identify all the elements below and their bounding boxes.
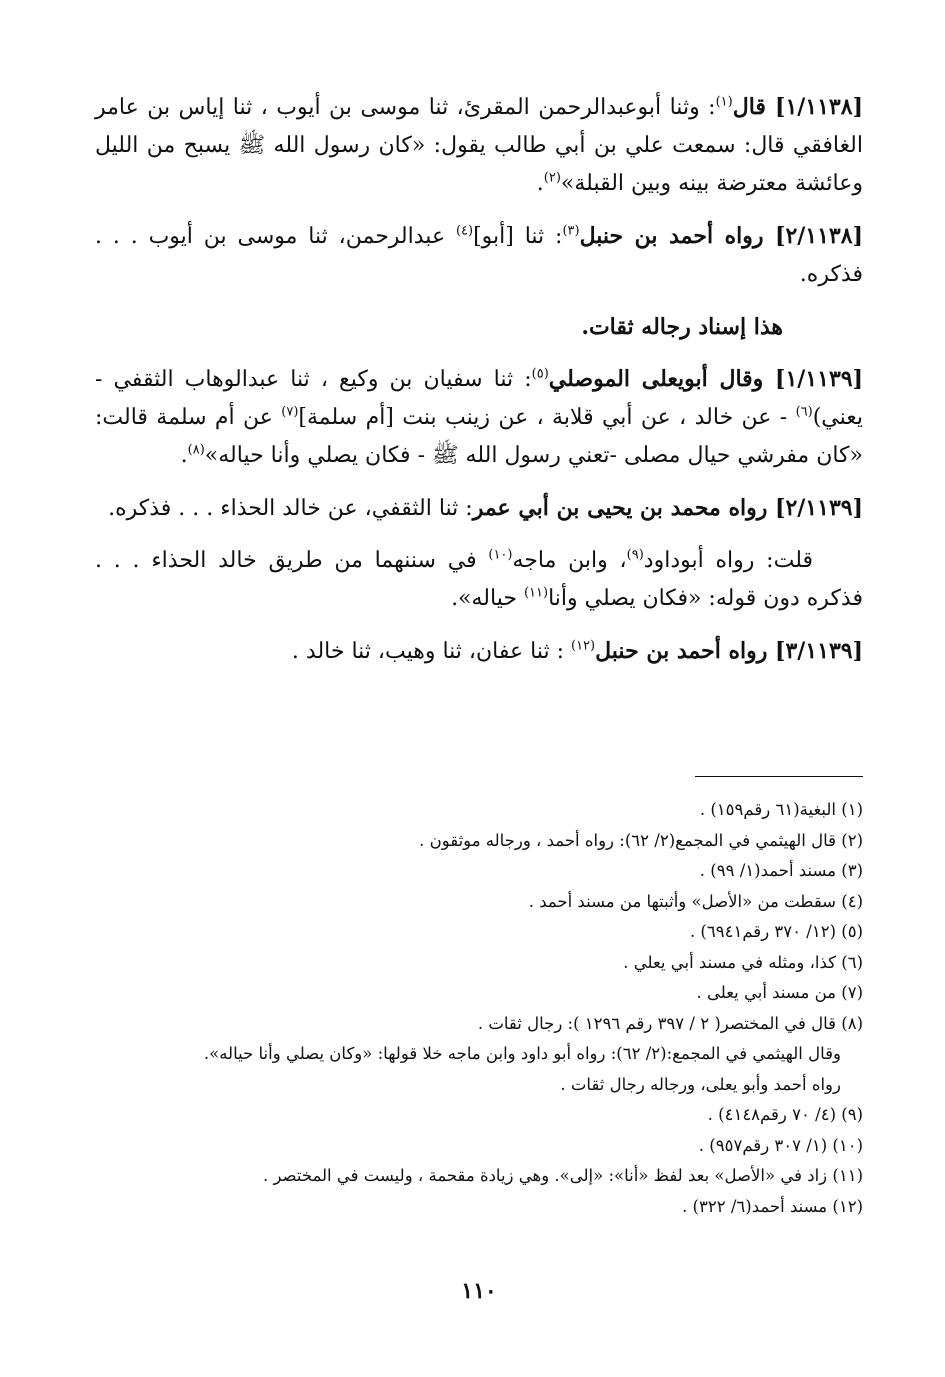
footnote: (١) البغية(٦١ رقم١٥٩) . (699, 800, 863, 819)
hadith-1138-1 (95, 88, 863, 203)
hadith-text: . (536, 171, 544, 196)
footnote-marker[interactable]: (٥) (531, 366, 549, 382)
footnote-marker[interactable]: (٦) (795, 404, 813, 420)
hadith-text: : ثنا الثقفي، عن خالد الحذاء . . . فذكره. (108, 496, 473, 521)
footnote-marker[interactable]: (١٢) (571, 638, 596, 654)
footnote-marker[interactable]: (١٠) (488, 547, 513, 563)
hadith-text: . (180, 443, 188, 468)
hadith-text: : ثنا سفيان بن وكيع ، ثنا عبدالوهاب الثقفي - يعني) (95, 367, 864, 430)
footnote-separator (695, 776, 863, 777)
footnote-marker[interactable]: (١١) (523, 585, 549, 601)
commentary-text: ، وابن ماجه (512, 548, 627, 573)
hadith-text: : ثنا عفان، ثنا وهيب، ثنا خالد . (291, 639, 571, 664)
hadith-text: عبدالرحمن، ثنا موسى بن أيوب . . . فذكره. (95, 224, 863, 287)
hadith-ref: [٣/١١٣٩] رواه أحمد بن حنبل (595, 638, 863, 664)
hadith-1139-3 (95, 632, 863, 671)
footnotes (95, 795, 863, 1222)
footnote: (٧) من مسند أبي يعلى . (696, 983, 863, 1002)
footnote-marker[interactable]: (٢) (543, 170, 561, 186)
hadith-text: عن أم سلمة قالت: «كان مفرشي حيال مصلى -تعني رسول الله ﷺ - فكان يصلي وأنا حياله» (95, 405, 863, 468)
document-page (95, 88, 863, 1328)
hadith-ref: [١/١١٣٨] قال (732, 94, 863, 120)
hadith-text: - عن خالد ، عن أبي قلابة ، عن زينب بنت [أم سلمة] (298, 405, 796, 430)
footnote-marker[interactable]: (٤) (455, 223, 474, 239)
footnote-marker[interactable]: (٣) (562, 223, 580, 239)
footnote-continuation: رواه أحمد وأبو يعلى، ورجاله رجال ثقات . (560, 1074, 841, 1094)
hadith-text: : وثنا أبوعبدالرحمن المقرئ، ثنا موسى بن أيوب ، ثنا إياس بن عامر الغافقي قال: سمعت علي بن أبي طالب يقول: «كان رسول الله ﷺ يسبح من الليل وعائشة معترضة بينه وبين القبلة» (95, 95, 863, 196)
commentary-text: في سننهما من طريق خالد الحذاء . . . فذكره دون قوله: «فكان يصلي وأنا (95, 548, 863, 611)
commentary-text: حياله». (451, 586, 524, 611)
footnote-marker[interactable]: (٩) (626, 547, 644, 563)
footnote: (١٠) (١/ ٣٠٧ رقم٩٥٧) . (698, 1135, 863, 1155)
footnote: (٨) قال في المختصر( ٢ / ٣٩٧ رقم ١٢٩٦ ): رجال ثقات . (477, 1013, 863, 1033)
footnote: (٢) قال الهيثمي في المجمع(٢/ ٦٢): رواه أحمد ، ورجاله موثقون . (419, 830, 863, 850)
commentary-text: قلت: رواه أبوداود (643, 548, 813, 573)
commentary (95, 542, 863, 618)
footnote: (١١) زاد في «الأصل» بعد لفظ «أنا»: «إلى». وهي زيادة مقحمة ، وليست في المختصر . (262, 1166, 863, 1185)
footnote: (٣) مسند أحمد(١/ ٩٩) . (699, 861, 863, 880)
page-number: ١١٠ (461, 1278, 497, 1304)
footnote-continuation: وقال الهيثمي في المجمع:(٢/ ٦٢): رواه أبو داود وابن ماجه خلا قولها: «وكان يصلي وأنا حياله». (203, 1044, 841, 1063)
footnote: (٤) سقطت من «الأصل» وأثبتها من مسند أحمد . (528, 891, 863, 911)
footnote: (٥) (١٢/ ٣٧٠ رقم٦٩٤١) . (689, 922, 863, 941)
isnad-judgment: هذا إسناد رجاله ثقات. (581, 314, 783, 340)
hadith-1139-1 (95, 360, 863, 475)
footnote-marker[interactable]: (٨) (187, 442, 205, 458)
hadith-ref: [٢/١١٣٩] رواه محمد بن يحيى بن أبي عمر (472, 495, 863, 521)
hadith-ref: [٢/١١٣٨] رواه أحمد بن حنبل (579, 223, 863, 249)
hadith-text: : ثنا [أبو] (473, 224, 563, 249)
footnote-marker[interactable]: (٧) (281, 404, 299, 420)
footnote: (٩) (٤/ ٧٠ رقم٤١٤٨) . (707, 1105, 863, 1124)
footnote-marker[interactable]: (١) (715, 94, 733, 110)
hadith-ref: [١/١١٣٩] وقال أبويعلى الموصلي (548, 366, 863, 392)
hadith-1139-2 (95, 489, 863, 528)
footnote: (١٢) مسند أحمد(٦/ ٣٢٢) . (682, 1196, 863, 1216)
footnote: (٦) كذا، ومثله في مسند أبي يعلي . (623, 952, 863, 972)
hadith-1138-2 (95, 217, 863, 294)
